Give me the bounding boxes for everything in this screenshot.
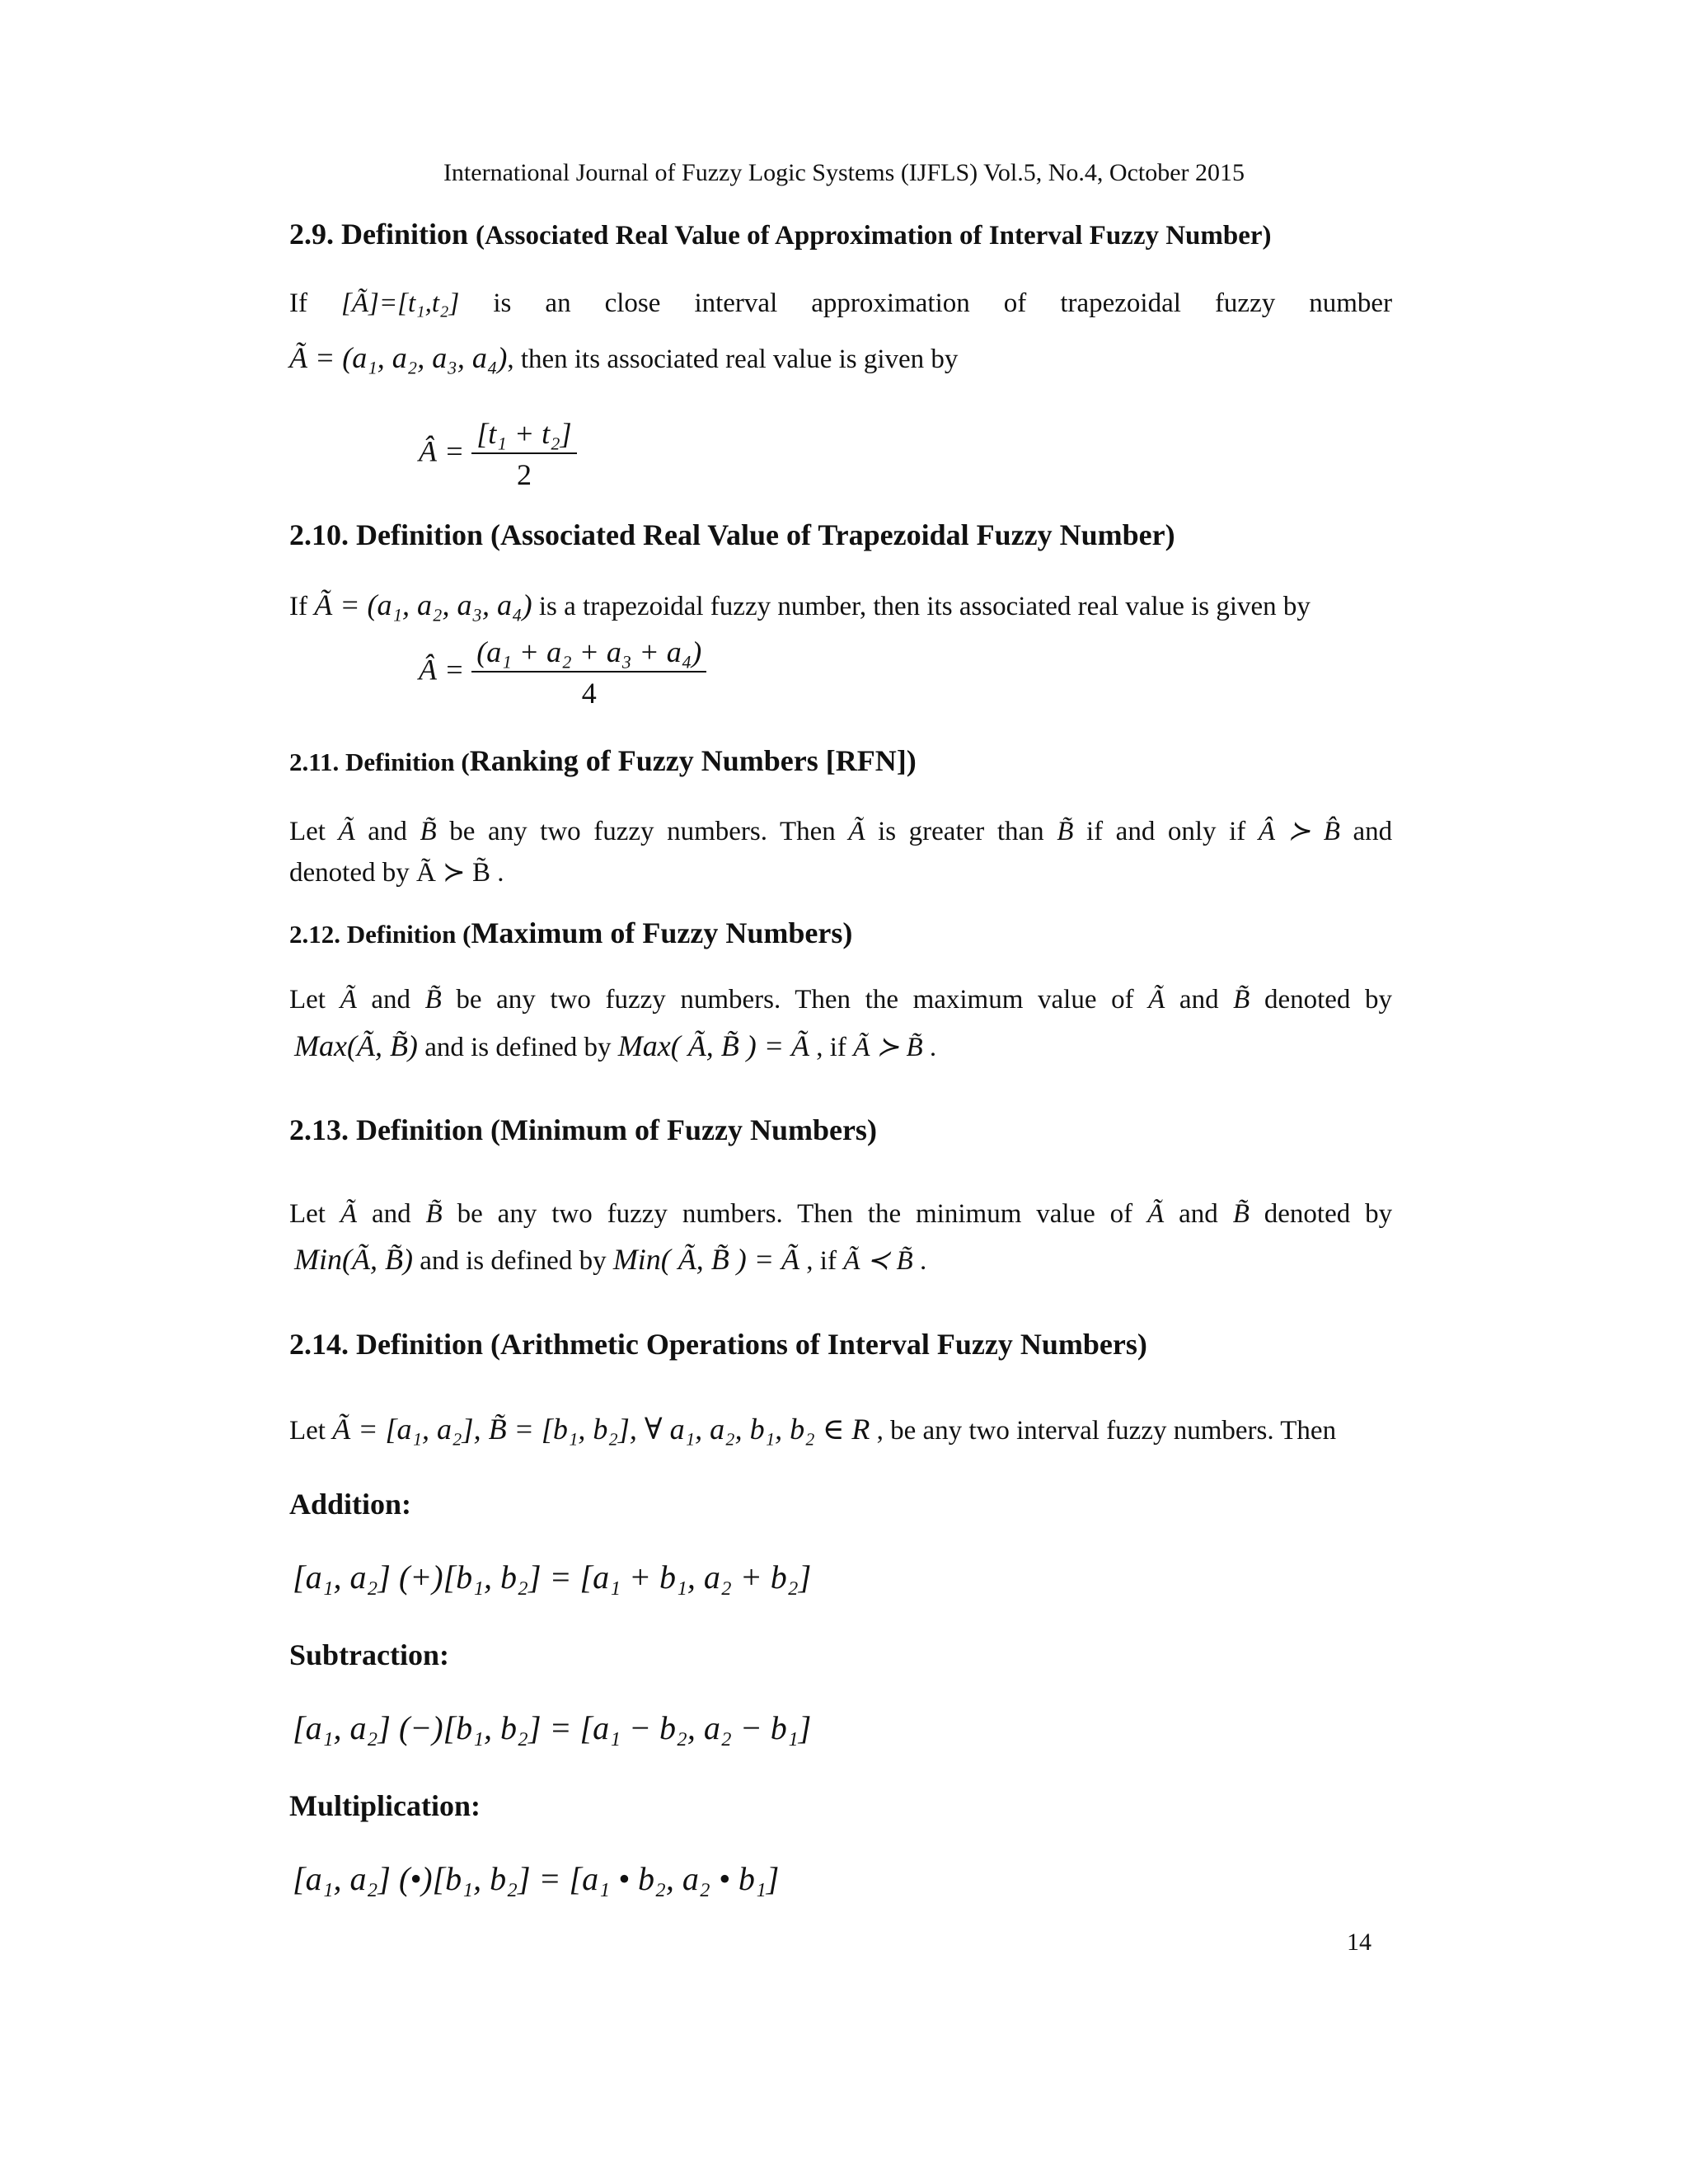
heading-subtitle: Maximum of Fuzzy Numbers) bbox=[471, 916, 853, 949]
word: Then bbox=[779, 817, 836, 846]
math-inline: Ã bbox=[1148, 985, 1165, 1015]
numerator: [t₁ + t₂] bbox=[471, 416, 576, 454]
word: and bbox=[371, 985, 410, 1015]
word: numbers. bbox=[680, 985, 781, 1015]
math-inline: Ã = (a₁, a₂, a₃, a₄) bbox=[314, 588, 532, 621]
word: two bbox=[551, 1199, 593, 1229]
section-2-14-line bbox=[289, 1412, 1336, 1446]
section-2-12-line2 bbox=[294, 1029, 936, 1063]
word: and bbox=[371, 1199, 411, 1229]
subtraction-equation: [a₁, a₂] (−)[b₁, b₂] = [a₁ − b₂, a₂ − b₁] bbox=[293, 1709, 812, 1746]
addition-label: Addition: bbox=[289, 1488, 412, 1521]
math-inline: B̃ bbox=[420, 817, 437, 846]
word: if bbox=[1085, 817, 1104, 846]
word: is bbox=[493, 288, 512, 318]
heading-subtitle: (Associated Real Value of Approximation of Interval Fuzzy Number) bbox=[476, 221, 1272, 251]
section-2-13-line2 bbox=[294, 1242, 926, 1277]
denominator: 2 bbox=[516, 458, 532, 491]
word: of bbox=[1109, 1199, 1133, 1229]
word: Then bbox=[795, 985, 851, 1015]
word: minimum bbox=[916, 1199, 1022, 1229]
word: be bbox=[456, 985, 482, 1015]
section-2-12-heading bbox=[289, 916, 852, 950]
section-2-10-heading: 2.10. Definition (Associated Real Value of Trapezoidal Fuzzy Number) bbox=[289, 518, 1175, 551]
word: and bbox=[1353, 817, 1393, 846]
word: trapezoidal bbox=[1060, 288, 1181, 318]
word: than bbox=[996, 817, 1044, 846]
text: and is defined by bbox=[417, 1033, 618, 1062]
word: numbers. bbox=[682, 1199, 783, 1229]
word: and bbox=[1179, 1199, 1218, 1229]
word: any bbox=[496, 985, 536, 1015]
section-2-13-line1 bbox=[289, 1199, 1392, 1230]
word: and bbox=[368, 817, 407, 846]
section-2-9-heading bbox=[289, 217, 1272, 251]
math-inline: Min( Ã, B̃ ) = Ã bbox=[612, 1243, 800, 1276]
math-inline: B̃ bbox=[1057, 817, 1074, 846]
word: the bbox=[867, 1199, 902, 1229]
word: two bbox=[540, 817, 581, 846]
math-inline: Max( Ã, B̃ ) = Ã bbox=[617, 1029, 810, 1062]
word: any bbox=[487, 817, 528, 846]
multiplication-equation: [a₁, a₂] (•)[b₁, b₂] = [a₁ • b₂, a₂ • b₁] bbox=[293, 1860, 780, 1897]
text: , then its associated real value is given by bbox=[507, 344, 959, 374]
word: an bbox=[545, 288, 571, 318]
heading-subtitle: Ranking of Fuzzy Numbers [RFN]) bbox=[469, 744, 917, 777]
heading-number: 2.12. Definition ( bbox=[289, 920, 471, 949]
heading-number: 2.11. Definition ( bbox=[289, 748, 470, 776]
word: Then bbox=[797, 1199, 853, 1229]
word: value bbox=[1038, 985, 1097, 1015]
section-2-9-equation bbox=[419, 416, 577, 492]
word: by bbox=[1365, 985, 1392, 1015]
word: fuzzy bbox=[607, 1199, 668, 1229]
section-2-11-line2: denoted by Ã ≻ B̃ . bbox=[289, 858, 504, 888]
section-2-12-line1 bbox=[289, 985, 1392, 1015]
word: fuzzy bbox=[593, 817, 654, 846]
word: numbers. bbox=[667, 817, 767, 846]
word: approximation bbox=[811, 288, 970, 318]
word: by bbox=[1365, 1199, 1393, 1229]
section-2-10-equation bbox=[419, 635, 706, 710]
word: interval bbox=[694, 288, 778, 318]
math-inline: Â ≻ B̂ bbox=[1258, 817, 1340, 846]
multiplication-label: Multiplication: bbox=[289, 1789, 481, 1822]
word: of bbox=[1003, 288, 1027, 318]
word: fuzzy bbox=[1214, 288, 1276, 318]
math-inline: Min(Ã, B̃) bbox=[294, 1243, 413, 1276]
word: fuzzy bbox=[605, 985, 666, 1015]
section-2-14-heading: 2.14. Definition (Arithmetic Operations of Interval Fuzzy Numbers) bbox=[289, 1328, 1147, 1361]
section-2-11-heading bbox=[289, 743, 917, 778]
math-inline: B̃ bbox=[1232, 1199, 1250, 1229]
math-inline: Ã ≻ B̃ bbox=[853, 1033, 923, 1062]
text: If bbox=[289, 592, 307, 621]
math-inline: Max(Ã, B̃) bbox=[294, 1029, 418, 1062]
word: any bbox=[497, 1199, 537, 1229]
word: maximum bbox=[912, 985, 1024, 1015]
word: greater bbox=[908, 817, 985, 846]
word: the bbox=[865, 985, 898, 1015]
denominator: 4 bbox=[581, 677, 597, 710]
word: and bbox=[1115, 817, 1156, 846]
section-2-11-line1 bbox=[289, 814, 1392, 847]
fraction bbox=[471, 635, 706, 710]
math-inline: Ã bbox=[338, 817, 355, 846]
subtraction-label: Subtraction: bbox=[289, 1638, 450, 1671]
section-2-10-line bbox=[289, 588, 1311, 622]
math-inline: Ã bbox=[340, 1199, 358, 1229]
math-inline: B̃ bbox=[425, 1199, 443, 1229]
heading-number: 2.9. Definition bbox=[289, 218, 469, 251]
word: of bbox=[1111, 985, 1134, 1015]
word: two bbox=[550, 985, 591, 1015]
word: and bbox=[1179, 985, 1219, 1015]
word: number bbox=[1309, 288, 1393, 318]
math-inline: Ã = (a₁, a₂, a₃, a₄) bbox=[289, 341, 508, 374]
math-inline: Ã = [a₁, a₂], B̃ = [b₁, b₂], ∀ a₁, a₂, b₁, b₂ ∈ R bbox=[332, 1413, 870, 1446]
text: , be any two interval fuzzy numbers. Then bbox=[870, 1416, 1337, 1446]
running-header: International Journal of Fuzzy Logic Systems (IJFLS) Vol.5, No.4, October 2015 bbox=[443, 159, 1245, 186]
fraction bbox=[471, 416, 576, 492]
word: is bbox=[878, 817, 897, 846]
word: Let bbox=[289, 985, 326, 1015]
equation-lhs: Â = bbox=[419, 434, 465, 468]
section-2-9-line1 bbox=[289, 288, 1392, 319]
text: . bbox=[922, 1033, 937, 1062]
word: be bbox=[457, 1199, 483, 1229]
word: only bbox=[1167, 817, 1217, 846]
text: , if bbox=[799, 1246, 844, 1276]
equation-lhs: Â = bbox=[419, 653, 465, 687]
text: . bbox=[912, 1246, 927, 1276]
section-2-9-line2 bbox=[289, 340, 958, 375]
text: Let bbox=[289, 1416, 333, 1446]
math-inline: B̃ bbox=[1233, 985, 1250, 1015]
page-number: 14 bbox=[1347, 1929, 1372, 1956]
word: Let bbox=[289, 1199, 326, 1229]
math-inline: [Ã]=[t₁,t₂] bbox=[341, 288, 460, 318]
section-2-13-heading: 2.13. Definition (Minimum of Fuzzy Numbers) bbox=[289, 1113, 877, 1146]
numerator: (a₁ + a₂ + a₃ + a₄) bbox=[471, 635, 706, 673]
math-inline: Ã ≺ B̃ bbox=[843, 1246, 913, 1276]
addition-equation: [a₁, a₂] (+)[b₁, b₂] = [a₁ + b₁, a₂ + b₂] bbox=[293, 1558, 812, 1596]
word: value bbox=[1036, 1199, 1095, 1229]
word: denoted bbox=[1264, 985, 1351, 1015]
word: denoted bbox=[1264, 1199, 1351, 1229]
word: Let bbox=[289, 817, 326, 846]
math-inline: B̃ bbox=[424, 985, 442, 1015]
math-inline: Ã bbox=[340, 985, 357, 1015]
text: and is defined by bbox=[412, 1246, 613, 1276]
text: , if bbox=[809, 1033, 854, 1062]
text: is a trapezoidal fuzzy number, then its associated real value is given by bbox=[532, 592, 1311, 621]
word: close bbox=[604, 288, 661, 318]
math-inline: Ã bbox=[1147, 1199, 1165, 1229]
word: If bbox=[289, 288, 307, 318]
word: if bbox=[1229, 817, 1246, 846]
word: be bbox=[449, 817, 476, 846]
math-inline: Ã bbox=[848, 817, 865, 846]
